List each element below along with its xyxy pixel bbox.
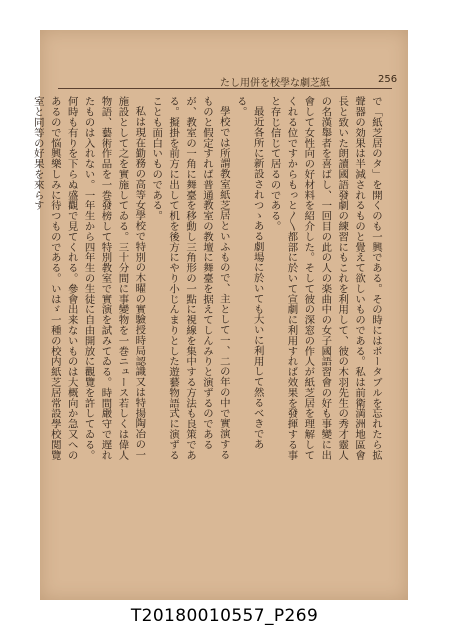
- running-header: たし用併を校學な劇芝紙: [220, 78, 330, 89]
- body-paragraph: 私は現在勤務の高等女學校で特別の木曜の實驗授時局認識又は特揚陶冶の一施設として之を實施してゐる。三十分間に事變物を一巻ニュース若しくは偉人物語、藝術作品を一巻發榜して特別教室で實演を試みてゐる。時間嚴守で遅れたものは入れない。一年生から四年生の生徒に自由開放に觀覽を許してゐる。何時も有りを下らぬ盛觀で見てくれる。參會出来ないものは大概向か急又へのあるので悩興樂しみに待つものである。いはゞ一種の校内紙芝居常設學校閲覽室と同等の好果を來らす: [31, 96, 146, 460]
- vertical-body-text: [29, 96, 384, 466]
- body-paragraph: 最近各所に新設されつゝある劇場に於いても大いに利用して然るべきである。: [234, 96, 264, 450]
- document-id-caption: T20180010557_P269: [130, 606, 319, 626]
- body-paragraph: で「紙芝居のタ」を開くのも一興である。その時にはポータブルを忘れたら拡聲器の効果は半減されるものと覺えて欲しいものである。私は前衛満洲地區會長と致いた朗讀國語發劇の練習にもこれを利用して、彼の木羽先生の秀才靈人の名漢舉者を喜ばし、一回目の此の人の楽曲中の女子國語習會の好も事變に出會して女性向の好材料を紹介した。そして彼の深窓の作人が紙芝居を理解してくれる位ですからもっと〳〵都部に於いて宣劇に利用すれば效果を發揮する事と存じ信じて居るのである。: [268, 96, 382, 460]
- body-paragraph: 學校では所謂教室紙芝居といふもので、主として一、二の年の中で實演するものと假定すれば普通教室の教壇に舞臺を据えてしんみりと演ずるのであるが、教室の一角に舞臺を移動し三角形の一點に視線を集中する方法も良策である。擬掛を前方に出して机を後方にやり小じんまりとした遊藝物語式に演ずることも面白いものである。: [150, 96, 230, 460]
- scanned-page: [31, 30, 408, 600]
- header-divider: [58, 88, 392, 89]
- page-number: 256: [378, 74, 398, 85]
